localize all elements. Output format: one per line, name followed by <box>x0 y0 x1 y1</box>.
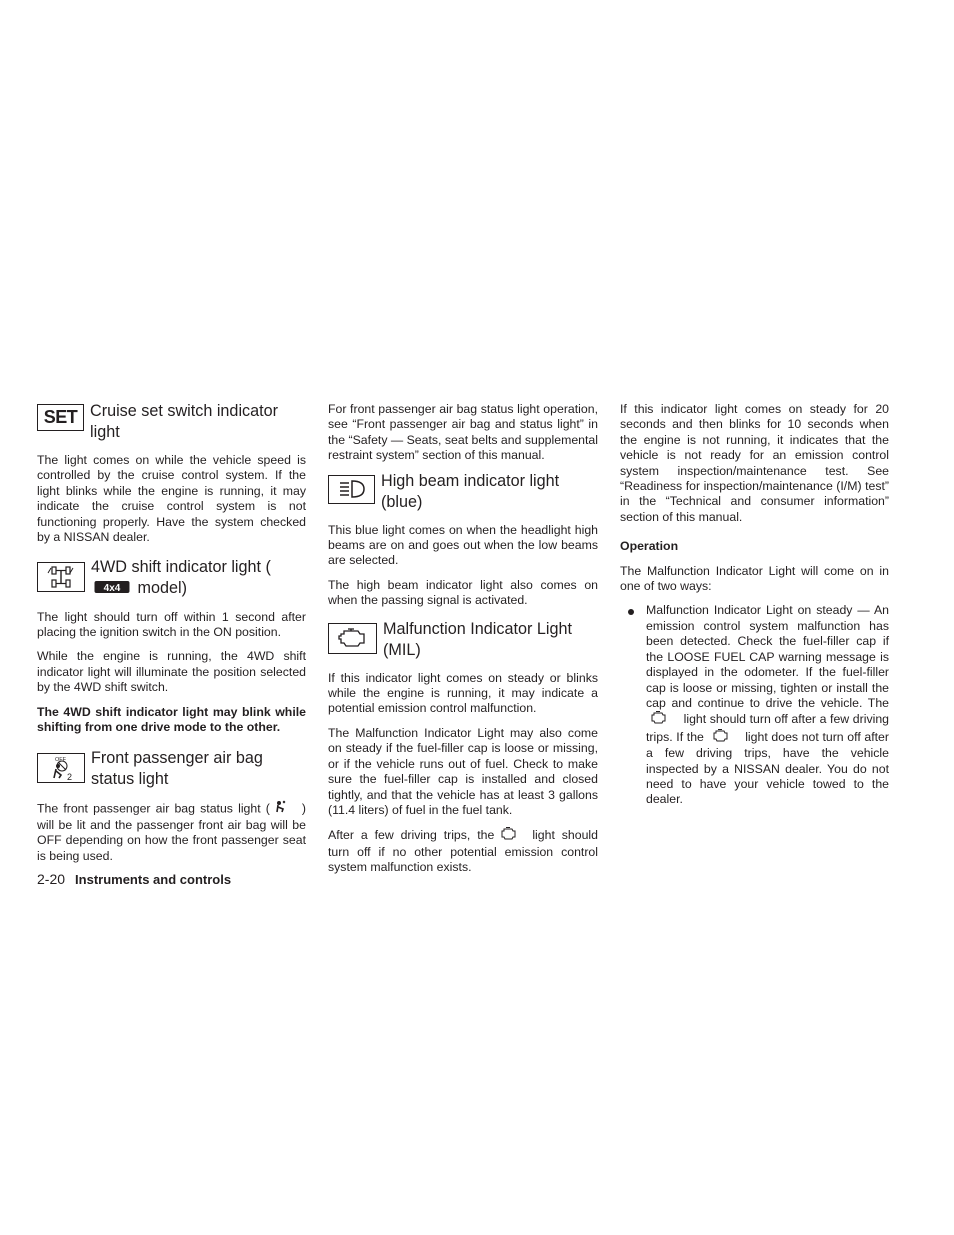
airbag-status-inline-icon <box>274 800 288 818</box>
bullet-text-pre: Malfunction Indicator Light on steady — An emission control system malfunction has been detected. Check the fuel-filler cap if the LOOSE FUEL CAP warning message is displayed in the odometer. If the fuel-filler cap is loose or missing, tighten or install the cap and continue to drive the vehicle. The <box>646 603 889 710</box>
list-item <box>620 603 889 807</box>
column-1 <box>37 402 306 873</box>
airbag-heading <box>37 750 306 790</box>
mil-body-1: If this indicator light comes on steady or blinks while the engine is running, it may indicate a potential emission control malfunction. <box>328 670 598 716</box>
operation-intro: The Malfunction Indicator Light will come on in one of two ways: <box>620 563 889 594</box>
engine-inline-icon <box>712 729 730 746</box>
airbag-icon-number: 2 <box>67 771 73 782</box>
fourwd-warning: The 4WD shift indicator light may blink while shifting from one drive mode to the other. <box>37 704 306 735</box>
column-2 <box>328 402 598 885</box>
fourwd-title-suffix: model) <box>133 579 187 598</box>
page-number: 2-20 <box>37 871 66 887</box>
fourwd-heading <box>37 559 306 599</box>
airbag-body-pre: The front passenger air bag status light ( <box>37 800 270 815</box>
column-3 <box>620 402 889 808</box>
four-by-four-badge-icon <box>94 579 130 600</box>
section-title: Instruments and controls <box>75 872 232 887</box>
operation-heading: Operation <box>620 539 679 554</box>
fourwd-body-2: While the engine is running, the 4WD shift indicator light will illuminate the position selected by the 4WD shift switch. <box>37 649 306 695</box>
four-by-four-badge-text: 4x4 <box>103 582 121 594</box>
engine-inline-icon <box>500 827 518 844</box>
cruise-set-title: Cruise set switch indicator light <box>90 402 279 441</box>
mil-body-3 <box>328 827 598 875</box>
cruise-set-body: The light comes on while the vehicle speed is controlled by the cruise control system. If the light blinks while the engine is running, it may indicate the cruise control system is not functioning properly. Have the system checked by a NISSAN dealer. <box>37 453 306 545</box>
highbeam-heading <box>328 473 598 513</box>
mil-body-2: The Malfunction Indicator Light may also come on steady if the fuel-filler cap is loose or missing, or if the vehicle runs out of fuel. Check to make sure the fuel-filler cap is installed and closed tightly, and that the vehicle has at least 3 gallons (11.4 liters) of fuel in the fuel tank. <box>328 725 598 817</box>
high-beam-icon <box>328 475 375 504</box>
page-footer <box>37 871 231 887</box>
cruise-set-heading <box>37 402 306 443</box>
fourwd-title <box>91 557 306 599</box>
mil-title: Malfunction Indicator Light (MIL) <box>383 619 572 659</box>
bullet-dot <box>628 609 634 615</box>
airbag-icon-off-text: OFF <box>55 756 66 763</box>
bullet-text-mid: light should turn off after a few driving trips. If the <box>646 712 890 744</box>
engine-inline-icon <box>650 711 668 728</box>
passenger-airbag-off-icon <box>37 753 85 783</box>
readiness-body: If this indicator light comes on steady for 20 seconds and then blinks for 10 seconds when the engine is not running, it indicates that the vehicle is not ready for an emission control system inspection/maintenance test. See “Readiness for inspection/maintenance (I/M) test” in the “Technical and consumer information” section of this manual. <box>620 402 889 524</box>
highbeam-body-2: The high beam indicator light also comes on when the passing signal is activated. <box>328 577 598 608</box>
set-icon <box>37 404 84 431</box>
airbag-body <box>37 800 306 865</box>
mil-heading <box>328 621 598 661</box>
airbag-title: Front passenger air bag status light <box>91 748 263 788</box>
fourwd-shift-icon <box>37 562 85 592</box>
set-icon-label: SET <box>43 406 78 427</box>
fourwd-title-text: 4WD shift indicator light ( <box>91 558 271 577</box>
fourwd-body-1: The light should turn off within 1 second after placing the ignition switch in the ON position. <box>37 609 306 640</box>
operation-list <box>620 603 889 807</box>
airbag-body-post: ) will be lit and the passenger front air bag will be OFF depending on how the front passenger seat is being used. <box>37 800 306 863</box>
mil-body-3-pre: After a few driving trips, the <box>328 828 495 843</box>
check-engine-icon <box>328 623 377 654</box>
highbeam-title: High beam indicator light (blue) <box>381 471 560 511</box>
highbeam-body-1: This blue light comes on when the headlight high beams are on and goes out when the low beams are selected. <box>328 522 598 568</box>
airbag-reference: For front passenger air bag status light operation, see “Front passenger air bag and status light” in the “Safety — Seats, seat belts and supplemental restraint system” section of this manual. <box>328 402 599 463</box>
bullet-text-post: light does not turn off after a few driving trips, have the vehicle inspected by a NISSAN dealer. You do not need to have your vehicle towed to the dealer. <box>646 729 889 807</box>
mil-body-3-post: light should turn off if no other potential emission control system malfunction exists. <box>328 828 598 875</box>
